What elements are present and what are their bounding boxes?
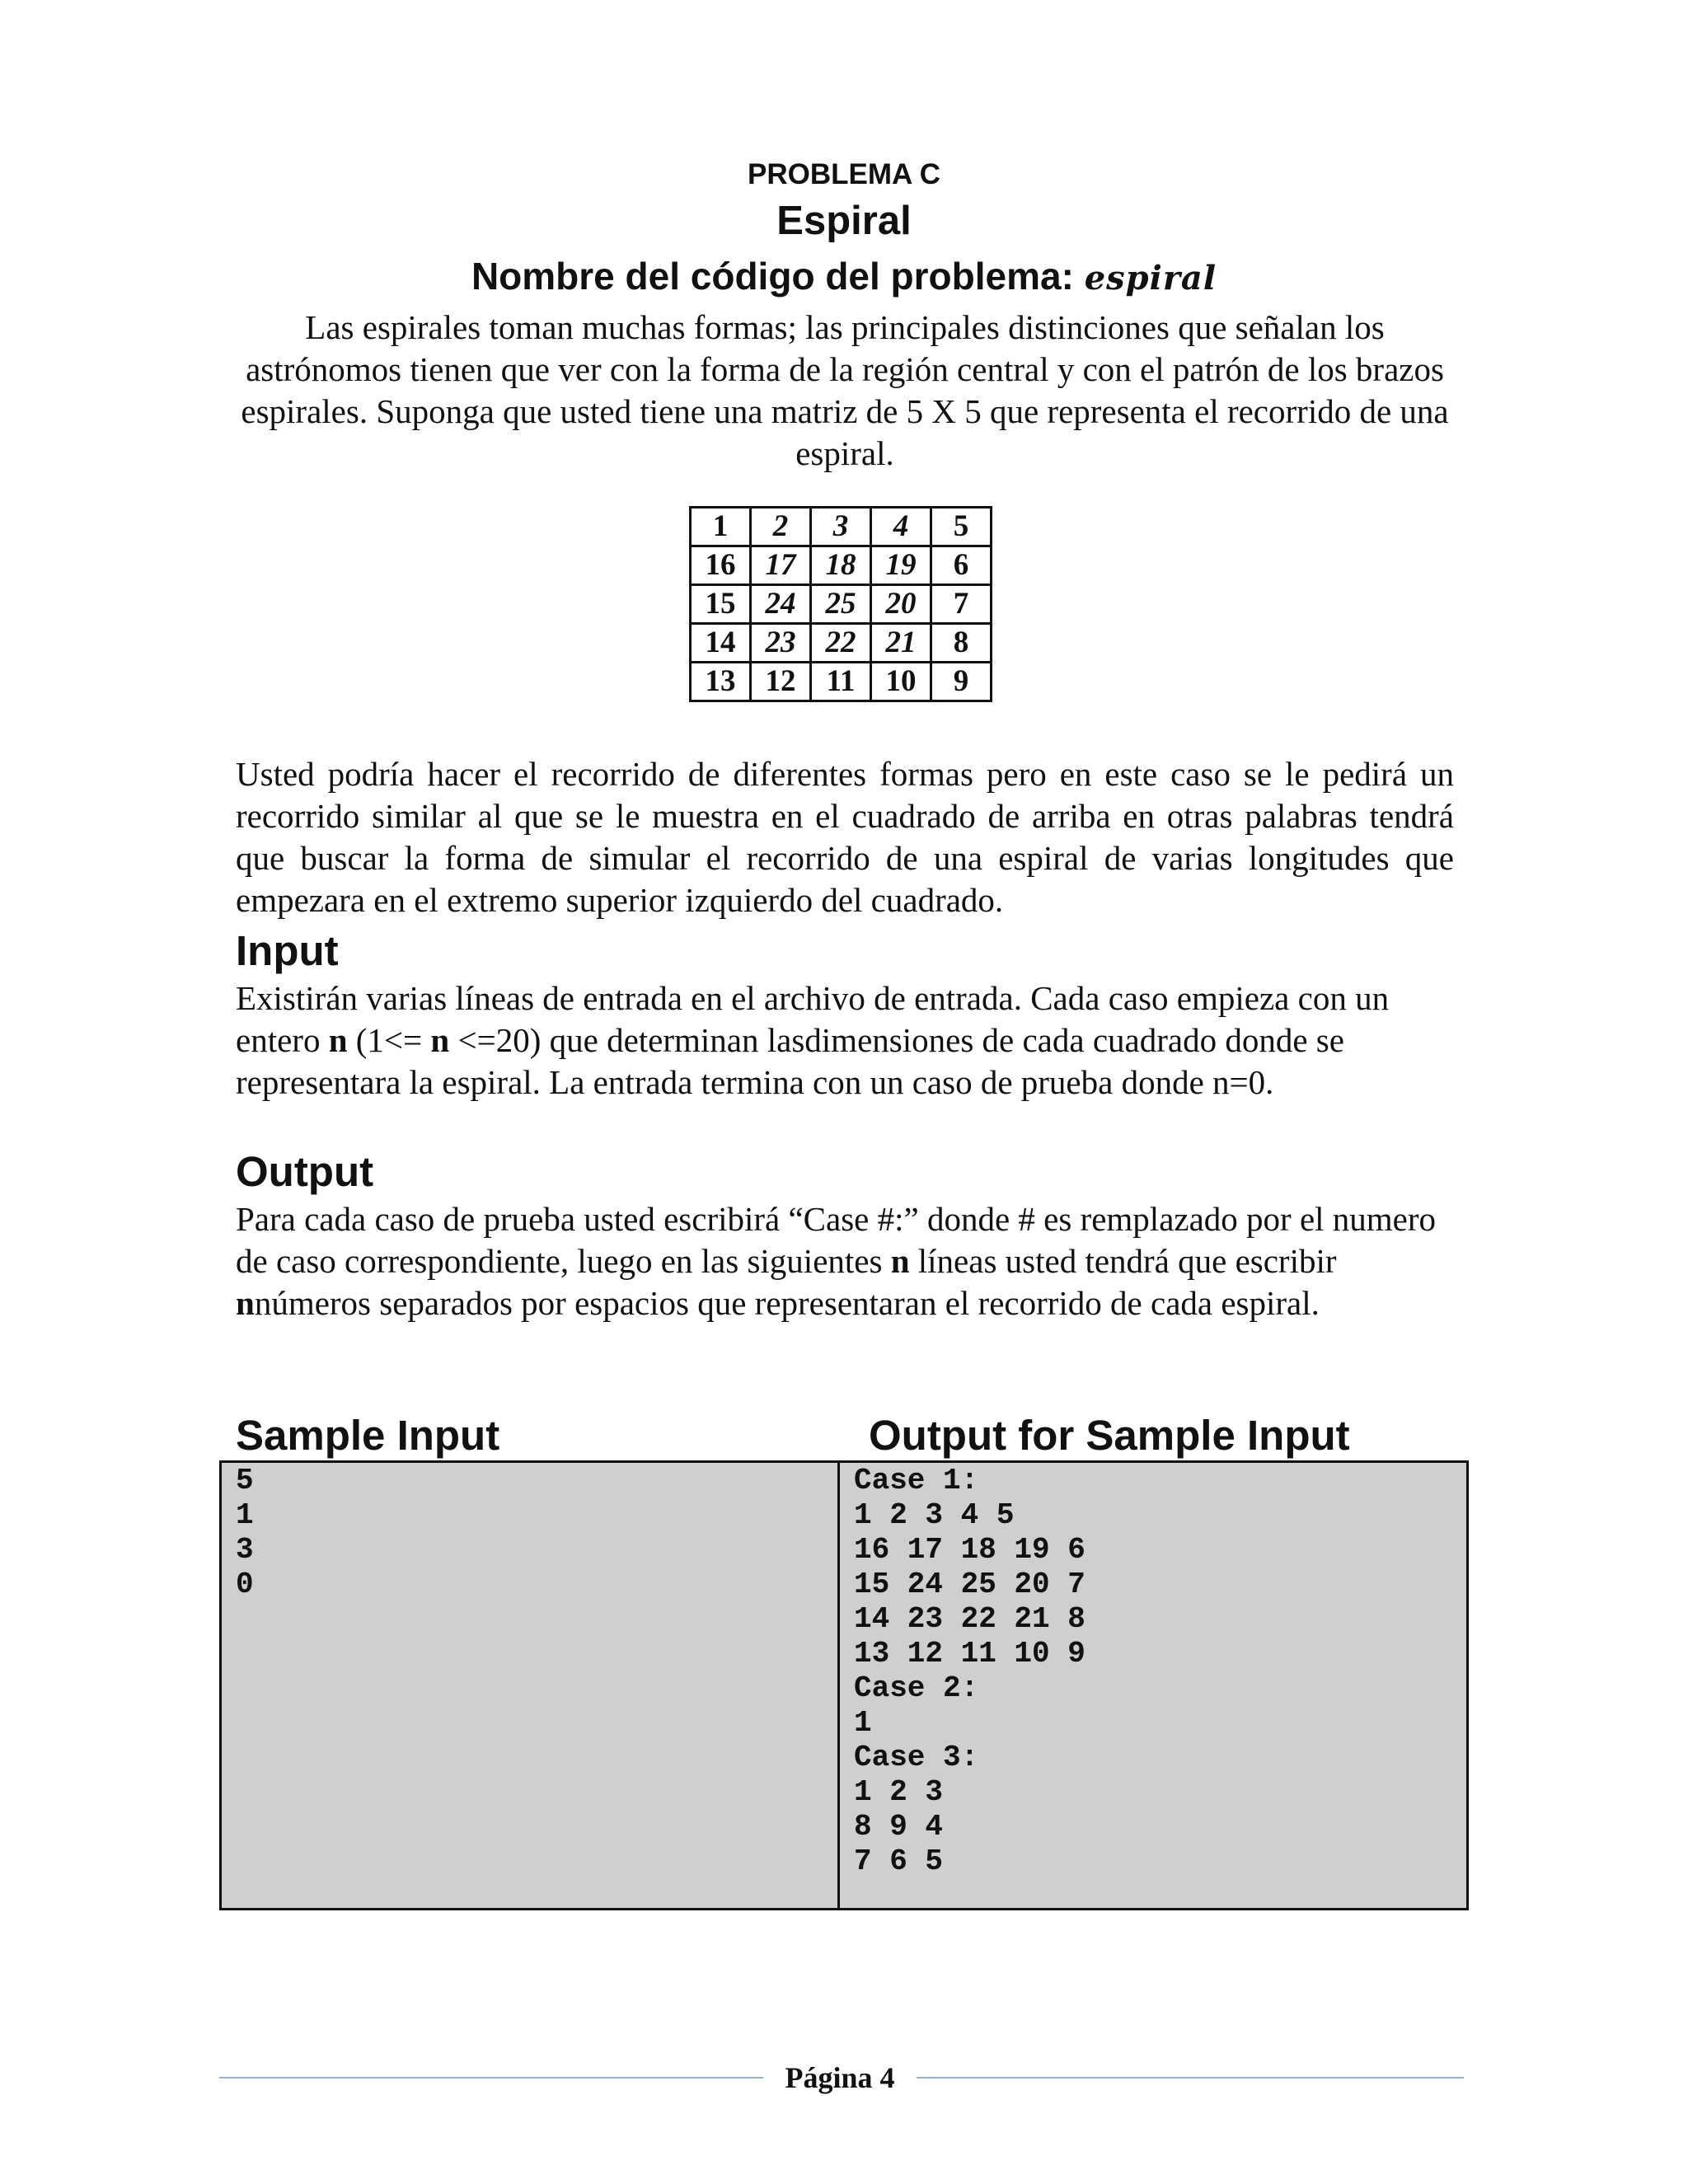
input-text-1: Existirán varias líneas de entrada en el archivo de entrada. Cada caso empieza con un entero bbox=[236, 979, 1390, 1059]
output-var-n-2: n bbox=[236, 1284, 255, 1322]
grid-row bbox=[691, 585, 992, 624]
grid-cell: 5 bbox=[931, 508, 992, 546]
grid-cell: 16 bbox=[691, 546, 751, 585]
input-text-2: (1<= bbox=[347, 1021, 431, 1059]
code-name-line bbox=[0, 254, 1688, 298]
grid-cell: 22 bbox=[811, 624, 871, 663]
grid-cell: 24 bbox=[751, 585, 811, 624]
grid-cell: 3 bbox=[811, 508, 871, 546]
grid-cell: 7 bbox=[931, 585, 992, 624]
grid-row bbox=[691, 624, 992, 663]
input-heading: Input bbox=[236, 927, 339, 974]
spiral-grid bbox=[689, 506, 992, 702]
footer-rule-right bbox=[917, 2077, 1464, 2079]
code-name-prefix: Nombre del código del problema: bbox=[471, 255, 1085, 298]
sample-output-text: Case 1: 1 2 3 4 5 16 17 18 19 6 15 24 25 20 7 14 23 22 21 8 13 12 11 10 9 Case 2: 1 Case 3: 1 2 3 8 9 4 7 6 5 bbox=[854, 1464, 1085, 1878]
grid-cell: 13 bbox=[691, 663, 751, 701]
grid-cell: 11 bbox=[811, 663, 871, 701]
grid-cell: 2 bbox=[751, 508, 811, 546]
output-text-2: líneas usted tendrá que escribir bbox=[909, 1242, 1337, 1280]
problem-label: PROBLEMA C bbox=[748, 158, 940, 190]
page-number: Página 4 bbox=[785, 2061, 895, 2094]
grid-cell: 23 bbox=[751, 624, 811, 663]
grid-cell: 9 bbox=[931, 663, 992, 701]
output-var-n-1: n bbox=[890, 1242, 910, 1280]
grid-row bbox=[691, 546, 992, 585]
grid-cell: 25 bbox=[811, 585, 871, 624]
grid-cell: 12 bbox=[751, 663, 811, 701]
footer-rule-left bbox=[219, 2077, 763, 2079]
sample-box bbox=[219, 1460, 1469, 1910]
grid-cell: 4 bbox=[871, 508, 931, 546]
grid-cell: 19 bbox=[871, 546, 931, 585]
grid-cell: 6 bbox=[931, 546, 992, 585]
grid-cell: 10 bbox=[871, 663, 931, 701]
grid-cell: 14 bbox=[691, 624, 751, 663]
input-paragraph bbox=[236, 977, 1454, 1104]
grid-cell: 17 bbox=[751, 546, 811, 585]
grid-cell: 15 bbox=[691, 585, 751, 624]
problem-title: Espiral bbox=[776, 199, 912, 243]
sample-input-heading: Sample Input bbox=[236, 1412, 500, 1459]
grid-cell: 8 bbox=[931, 624, 992, 663]
sample-divider bbox=[837, 1460, 840, 1910]
grid-row bbox=[691, 663, 992, 701]
output-paragraph bbox=[236, 1198, 1454, 1324]
output-text-3: números separados por espacios que representaran el recorrido de cada espiral. bbox=[254, 1284, 1320, 1322]
output-text-1: Para cada caso de prueba usted escribirá “Case #:” donde # es remplazado por el numero de caso correspondiente, luego en las siguientes bbox=[236, 1200, 1437, 1280]
grid-row bbox=[691, 508, 992, 546]
input-text-3: <=20) que determinan lasdimensiones de cada cuadrado donde se representara la espiral. La entrada termina con un caso de prueba donde n=0. bbox=[236, 1021, 1344, 1101]
input-var-n-2: n bbox=[430, 1021, 450, 1059]
grid-cell: 1 bbox=[691, 508, 751, 546]
output-heading: Output bbox=[236, 1148, 374, 1195]
grid-cell: 20 bbox=[871, 585, 931, 624]
sample-output-heading: Output for Sample Input bbox=[869, 1412, 1350, 1459]
input-var-n-1: n bbox=[328, 1021, 348, 1059]
code-name: espiral bbox=[1084, 259, 1217, 298]
intro-paragraph: Las espirales toman muchas formas; las principales distinciones que señalan los astrónomos tienen que ver con la forma de la región central y con el patrón de los brazos espirales. Suponga que usted tiene una matriz de 5 X 5 que representa el recorrido de una espiral. bbox=[241, 308, 1449, 472]
recorrido-paragraph: Usted podría hacer el recorrido de diferentes formas pero en este caso se le pedirá un recorrido similar al que se le muestra en el cuadrado de arriba en otras palabras tendrá que buscar la forma de simular el recorrido de una espiral de varias longitudes que empezara en el extremo superior izquierdo del cuadrado. bbox=[236, 755, 1454, 919]
grid-cell: 21 bbox=[871, 624, 931, 663]
sample-input-text: 5 1 3 0 bbox=[236, 1464, 254, 1601]
grid-cell: 18 bbox=[811, 546, 871, 585]
